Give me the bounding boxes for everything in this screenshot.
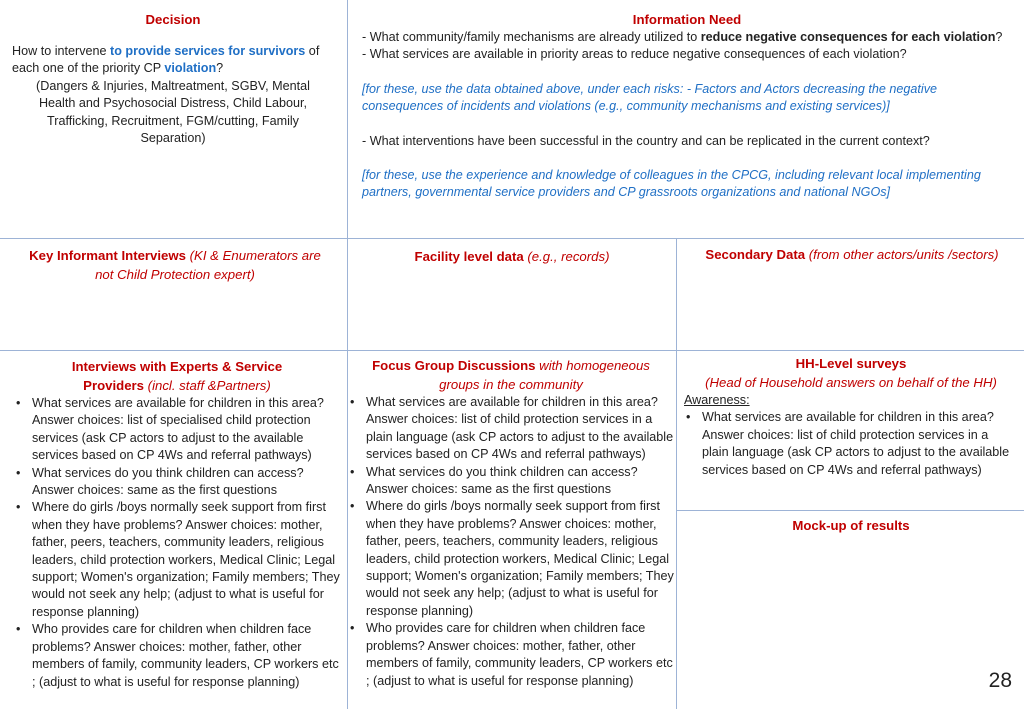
- divider-vertical-right: [676, 238, 677, 709]
- list-item: • What services are available for children in this area? Answer choices: list of child protection services in a plain language (ask CP actors to adjust to the available services based on CP 4Ws and referral pathways): [684, 409, 1018, 479]
- list-item: • Who provides care for children when children face problems? Answer choices: mother, father, other members of family, community leaders, CP workers etc ; (adjust to what is useful for response planning): [14, 621, 340, 691]
- list-item: • Where do girls /boys normally seek support from first when they have problems? Answer choices: mother, father, peers, teachers, community leaders, religious leaders, child protection workers, Medical Clinic; Legal support; Women's organization; Family members; They would not seek any help; (adjust to what is useful for response planning): [14, 499, 340, 621]
- information-need-note-1: [for these, use the data obtained above, under each risks: - Factors and Actors decreasing the negative consequences of incidents and violations (e.g., community mechanisms and existing services)]: [362, 81, 937, 114]
- experts-subtitle: (incl. staff &Partners): [144, 378, 271, 393]
- divider-hh-mockup: [676, 510, 1024, 511]
- focus-group-header: [348, 356, 674, 394]
- focus-group-subtitle: with homogeneous groups in the community: [439, 358, 650, 392]
- list-item: • What services are available for children in this area? Answer choices: list of specialised child protection services (ask CP actors to adjust to the available services based on CP 4Ws and referral pathways): [14, 395, 340, 465]
- list-item: • What services do you think children can access? Answer choices: same as the first questions: [348, 464, 674, 499]
- decision-question: How to intervene to provide services for survivors of each one of the priority CP violation?: [12, 44, 320, 76]
- page-number: 28: [988, 669, 1012, 692]
- focus-group-title: Focus Group Discussions: [372, 358, 536, 373]
- household-survey-subtitle: (Head of Household answers on behalf of the HH): [705, 375, 997, 390]
- key-informant-subtitle: (KI & Enumerators are not Child Protection expert): [95, 248, 321, 282]
- list-item: • What services do you think children can access? Answer choices: same as the first questions: [14, 465, 340, 500]
- household-survey-title: HH-Level surveys: [795, 356, 907, 371]
- decision-title: Decision: [145, 12, 201, 27]
- facility-data-cell: [355, 247, 669, 266]
- information-need-title: Information Need: [632, 12, 742, 27]
- secondary-data-cell: [684, 245, 1020, 264]
- decision-violations-list: (Dangers & Injuries, Maltreatment, SGBV, Mental Health and Psychosocial Distress, Child Labour, Trafficking, Recruitment, FGM/cutting, Family Separation): [36, 78, 310, 146]
- mockup-title: Mock-up of results: [792, 518, 910, 533]
- divider-row-2: [0, 350, 1024, 351]
- facility-data-title: Facility level data: [414, 249, 524, 264]
- list-item: • Who provides care for children when children face problems? Answer choices: mother, father, other members of family, community leaders, CP workers etc ; (adjust to what is useful for response planning): [348, 620, 674, 690]
- facility-data-subtitle: (e.g., records): [523, 249, 610, 264]
- experts-title: Interviews with Experts & Service Providers: [71, 359, 283, 393]
- secondary-data-subtitle: (from other actors/units /sectors): [805, 247, 999, 262]
- experts-header: [14, 357, 340, 395]
- list-item: • What services are available for children in this area? Answer choices: list of child protection services in a plain language (ask CP actors to adjust to the available services based on CP 4Ws and referral pathways): [348, 394, 674, 464]
- secondary-data-title: Secondary Data: [705, 247, 806, 262]
- household-question-list: [684, 409, 1018, 479]
- information-need-q2: - What services are available in priority areas to reduce negative consequences of each violation?: [362, 47, 907, 62]
- household-survey-cell: [684, 354, 1018, 479]
- information-need-q3: - What interventions have been successful in the country and can be replicated in the current context?: [362, 133, 930, 148]
- information-need-cell: [362, 10, 1012, 202]
- key-informant-cell: [20, 246, 330, 284]
- information-need-note-2: [for these, use the experience and knowledge of colleagues in the CPCG, including relevant local implementing partners, governmental service providers and CP grassroots organizations and national NGOs]: [362, 168, 981, 200]
- decision-cell: [12, 10, 334, 147]
- information-need-q1: - What community/family mechanisms are already utilized to reduce negative consequences for each violation?: [362, 30, 1003, 44]
- key-informant-title: Key Informant Interviews: [29, 248, 186, 263]
- list-item: • Where do girls /boys normally seek support from first when they have problems? Answer choices: mother, father, peers, teachers, community leaders, religious leaders, child protection workers, Medical Clinic; Legal support; Women's organization; Family members; They would not seek any help; (adjust to what is useful for response planning): [348, 498, 674, 620]
- mockup-cell: [684, 516, 1018, 535]
- divider-row-1: [0, 238, 1024, 239]
- focus-group-question-list: [348, 394, 674, 690]
- focus-group-cell: [348, 356, 674, 690]
- experts-question-list: [14, 395, 340, 691]
- experts-interviews-cell: [14, 357, 340, 691]
- awareness-label: Awareness:: [684, 393, 750, 407]
